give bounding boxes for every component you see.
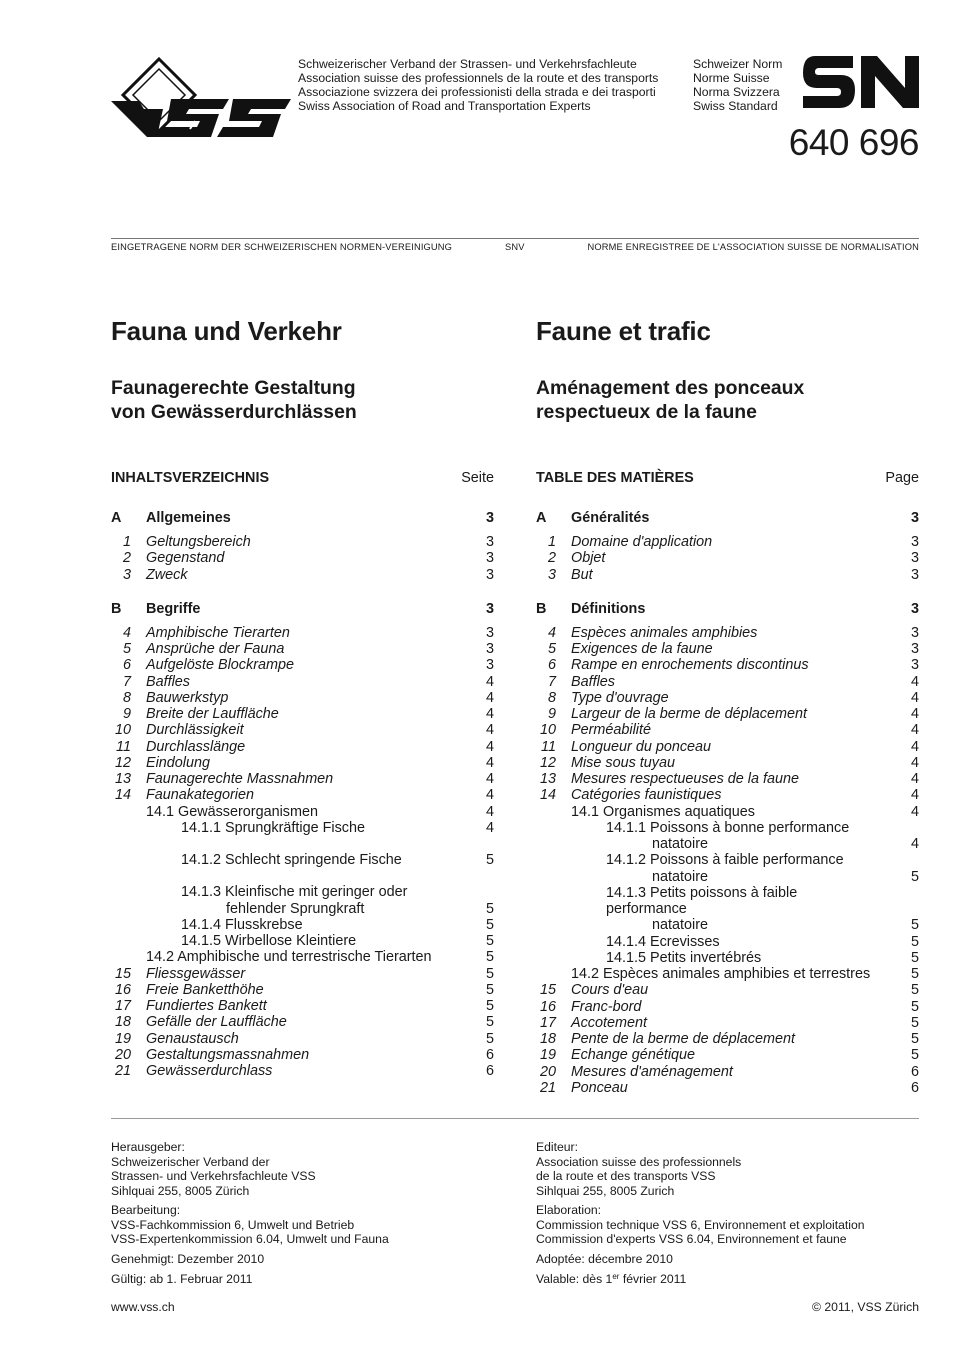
toc-subitem[interactable] (111, 949, 494, 965)
toc-page: 5 (910, 1047, 919, 1064)
toc-number: 13 (539, 771, 556, 787)
toc-item[interactable] (536, 999, 919, 1015)
toc-item[interactable] (111, 657, 494, 673)
toc-text: Gegenstand (146, 550, 225, 567)
toc-page: 4 (910, 706, 919, 722)
toc-subitem[interactable] (111, 917, 494, 933)
toc-item[interactable] (111, 998, 494, 1014)
toc-number: 9 (122, 706, 131, 722)
toc-item[interactable] (536, 657, 919, 673)
toc-text: Gefälle der Lauffläche (146, 1014, 287, 1031)
toc-text: Exigences de la faune (571, 641, 713, 657)
toc-page: 5 (485, 933, 494, 949)
toc-page: 4 (485, 819, 494, 836)
toc-text: Durchlässigkeit (146, 722, 244, 739)
toc-text: Objet (571, 550, 606, 567)
website-link[interactable]: www.vss.ch (111, 1300, 175, 1314)
subtitle-fr-line-1: Aménagement des ponceaux (536, 377, 805, 399)
toc-page: 3 (910, 550, 919, 567)
editing-de (111, 1203, 501, 1247)
valid-sup-fr: er (612, 1271, 620, 1281)
toc-section-b[interactable] (111, 601, 494, 618)
toc-text-line-1: 14.1.2 Poissons à faible performance (606, 852, 844, 869)
toc-number: 16 (539, 998, 556, 1015)
toc-item[interactable] (111, 567, 494, 583)
toc-page-label-fr: Page (885, 470, 919, 486)
toc-page: 3 (485, 510, 494, 526)
valid-suffix-fr: février 2011 (619, 1271, 687, 1286)
toc-subitem[interactable] (111, 884, 494, 917)
approved-fr: Adoptée: décembre 2010 (536, 1251, 673, 1266)
toc-text: Accotement (571, 1014, 647, 1031)
toc-text (536, 885, 919, 934)
toc-page: 3 (910, 534, 919, 550)
toc-text: Franc-bord (571, 998, 642, 1015)
publisher-de (111, 1140, 501, 1199)
toc-text: Espèces animales amphibies (571, 624, 758, 641)
toc-number: 3 (122, 566, 131, 583)
toc-item[interactable] (536, 787, 919, 803)
subtitle-de (111, 376, 494, 424)
toc-page: 4 (910, 722, 919, 739)
toc-text: Zweck (146, 566, 188, 583)
toc-number: 21 (539, 1079, 556, 1096)
toc-text: Définitions (571, 600, 646, 617)
toc-text: Mise sous tuyau (571, 754, 675, 771)
toc-item[interactable] (536, 706, 919, 722)
toc-page: 4 (910, 738, 919, 755)
valid-fr (536, 1272, 926, 1287)
toc-page: 4 (485, 738, 494, 755)
toc-text: 14.1.2 Schlecht springende Fische (181, 852, 402, 868)
toc-subitem[interactable] (536, 950, 919, 966)
toc-page: 4 (910, 803, 919, 820)
toc-item[interactable] (536, 641, 919, 657)
toc-item[interactable] (536, 674, 919, 690)
toc-text: 14.2 Amphibische und terrestrische Tierarten (146, 949, 432, 966)
toc-page: 3 (910, 510, 919, 526)
norm-type-en: Swiss Standard (693, 99, 778, 113)
toc-number: 13 (114, 771, 131, 787)
subtitle-fr-line-2: respectueux de la faune (536, 401, 757, 423)
toc-item[interactable] (536, 739, 919, 755)
vss-logo (111, 57, 291, 141)
toc-text: Longueur du ponceau (571, 738, 712, 755)
toc-number: 3 (547, 566, 556, 583)
toc-text-line-2: natatoire (652, 917, 709, 934)
toc-page: 6 (485, 1063, 494, 1079)
toc-text: Eindolung (146, 754, 211, 771)
toc-subitem[interactable] (111, 820, 494, 836)
toc-page: 3 (485, 641, 494, 657)
toc-item[interactable] (536, 534, 919, 550)
toc-page: 3 (485, 600, 494, 617)
toc-page: 4 (910, 787, 919, 804)
toc-number: 5 (547, 641, 556, 657)
toc-item[interactable] (536, 1064, 919, 1080)
toc-text: 14.1.1 Sprungkräftige Fische (181, 819, 365, 836)
toc-page: 5 (910, 1014, 919, 1031)
toc-text: 14.1 Organismes aquatiques (571, 803, 755, 820)
registration-fr: NORME ENREGISTREE DE L'ASSOCIATION SUISSE DE NORMALISATION (587, 242, 919, 252)
registration-de: EINGETRAGENE NORM DER SCHWEIZERISCHEN NORMEN-VEREINIGUNG (111, 242, 453, 252)
toc-subitem[interactable] (536, 804, 919, 820)
toc-page: 3 (910, 600, 919, 617)
toc-text: 14.1.4 Ecrevisses (606, 933, 720, 950)
toc-text: Ansprüche der Fauna (146, 641, 285, 657)
toc-number: 17 (539, 1014, 556, 1031)
toc-item[interactable] (536, 755, 919, 771)
toc-subitem[interactable] (111, 933, 494, 949)
toc-item[interactable] (111, 739, 494, 755)
toc-number: 21 (114, 1063, 131, 1079)
toc-text: Echange génétique (571, 1047, 696, 1064)
toc-number: 20 (539, 1063, 556, 1080)
toc-heading-de (111, 470, 494, 490)
toc-page: 4 (485, 771, 494, 787)
toc-text: Durchlasslänge (146, 738, 246, 755)
toc-item[interactable] (111, 787, 494, 803)
german-column (111, 314, 494, 1079)
toc-text: Domaine d'application (571, 534, 713, 550)
toc-number: B (536, 600, 547, 617)
toc-item[interactable] (536, 1047, 919, 1063)
toc-number: 7 (547, 673, 556, 690)
toc-number: 19 (114, 1030, 131, 1047)
toc-page: 4 (485, 706, 494, 722)
toc-page-label-de: Seite (461, 470, 494, 486)
toc-number: 10 (539, 722, 556, 739)
toc-text: Bauwerkstyp (146, 689, 229, 706)
toc-page: 6 (910, 1063, 919, 1080)
toc-text: Gestaltungsmassnahmen (146, 1046, 310, 1063)
toc-item[interactable] (536, 567, 919, 583)
norm-type-it: Norma Svizzera (693, 85, 780, 99)
toc-number: 5 (122, 641, 131, 657)
toc-text: Largeur de la berme de déplacement (571, 706, 807, 722)
toc-de (111, 510, 494, 1079)
toc-item[interactable] (536, 1015, 919, 1031)
toc-page: 5 (910, 949, 919, 966)
toc-section-a[interactable] (536, 510, 919, 527)
toc-item[interactable] (111, 1031, 494, 1047)
toc-text: Breite der Lauffläche (146, 706, 279, 722)
toc-page: 5 (485, 1014, 494, 1031)
toc-text: 14.1.4 Flusskrebse (181, 916, 303, 933)
toc-number: 8 (547, 689, 556, 706)
toc-subitem[interactable] (111, 804, 494, 820)
toc-item[interactable] (111, 755, 494, 771)
toc-item[interactable] (111, 534, 494, 550)
toc-number: 17 (114, 998, 131, 1014)
toc-item[interactable] (111, 982, 494, 998)
association-line-de: Schweizerischer Verband der Strassen- und Verkehrsfachleute (298, 57, 637, 71)
toc-title-de: INHALTSVERZEICHNIS (111, 470, 270, 486)
toc-fr (536, 510, 919, 1096)
copyright: © 2011, VSS Zürich (812, 1300, 919, 1314)
toc-page: 5 (910, 998, 919, 1015)
toc-text: Aufgelöste Blockrampe (146, 657, 294, 674)
toc-item[interactable] (536, 690, 919, 706)
toc-text: Mesures respectueuses de la faune (571, 771, 799, 787)
toc-text: 14.2 Espèces animales amphibies et terrestres (571, 966, 871, 982)
toc-number: 15 (539, 982, 556, 999)
toc-text-line-2: natatoire (652, 836, 709, 852)
toc-page: 5 (910, 1031, 919, 1047)
toc-number: 9 (547, 706, 556, 722)
toc-text: Ponceau (571, 1079, 628, 1096)
association-line-it: Associazione svizzera dei professionisti della strada e dei trasporti (298, 85, 656, 99)
toc-item[interactable] (536, 982, 919, 998)
toc-page: 4 (910, 673, 919, 690)
toc-text: 14.1.5 Wirbellose Kleintiere (181, 933, 357, 949)
toc-number: 18 (539, 1031, 556, 1047)
publisher-label-de: Herausgeber: (111, 1140, 185, 1154)
toc-page: 5 (485, 981, 494, 998)
editing-fr (536, 1203, 926, 1247)
toc-text: Faunagerechte Massnahmen (146, 771, 334, 787)
toc-page: 5 (910, 966, 919, 982)
toc-text-line-1: 14.1.1 Poissons à bonne performance (606, 819, 850, 836)
toc-page: 5 (485, 949, 494, 966)
toc-text: But (571, 566, 593, 583)
toc-text: 14.1 Gewässerorganismen (146, 803, 318, 820)
toc-page: 5 (485, 998, 494, 1014)
footer-fr (536, 1140, 926, 1291)
toc-text-line-2: natatoire (652, 868, 709, 885)
toc-text: Baffles (146, 673, 190, 690)
publisher-line-2-de: Strassen- und Verkehrsfachleute VSS (111, 1169, 316, 1184)
toc-page: 4 (485, 754, 494, 771)
toc-subitem[interactable] (536, 885, 919, 934)
subtitle-fr (536, 376, 919, 424)
association-line-en: Swiss Association of Road and Transportation Experts (298, 99, 591, 113)
toc-text: Cours d'eau (571, 982, 649, 999)
publisher-label-fr: Editeur: (536, 1140, 579, 1154)
publisher-line-1-de: Schweizerischer Verband der (111, 1154, 270, 1169)
toc-page: 4 (485, 787, 494, 804)
toc-text: Type d'ouvrage (571, 689, 669, 706)
valid-prefix-fr: Valable: dès 1 (536, 1271, 613, 1286)
subtitle-de-line-1: Faunagerechte Gestaltung (111, 377, 356, 399)
toc-number: 16 (114, 981, 131, 998)
toc-text: Fliessgewässer (146, 965, 246, 982)
toc-number: 19 (539, 1047, 556, 1064)
valid-de: Gültig: ab 1. Februar 2011 (111, 1271, 253, 1286)
norm-type-de: Schweizer Norm (693, 57, 783, 71)
publisher-fr (536, 1140, 926, 1199)
toc-text-line-2: fehlender Sprungkraft (226, 900, 365, 917)
toc-page: 5 (485, 852, 494, 868)
toc-page: 3 (485, 566, 494, 583)
toc-number: 1 (547, 534, 556, 550)
sn-logo (803, 56, 919, 108)
toc-section-b[interactable] (536, 601, 919, 618)
toc-number: 4 (547, 624, 556, 641)
toc-page: 3 (485, 534, 494, 550)
toc-item[interactable] (536, 771, 919, 787)
toc-item[interactable] (111, 1047, 494, 1063)
toc-page: 4 (485, 689, 494, 706)
toc-item[interactable] (111, 706, 494, 722)
toc-number: 1 (122, 534, 131, 550)
toc-number: 12 (114, 754, 131, 771)
toc-subitem[interactable] (111, 852, 494, 868)
toc-text: Begriffe (146, 600, 201, 617)
toc-item[interactable] (111, 641, 494, 657)
toc-text (536, 852, 919, 885)
association-line-fr: Association suisse des professionnels de la route et des transports (298, 71, 659, 85)
toc-number: 2 (122, 550, 131, 567)
toc-text: Généralités (571, 510, 650, 526)
toc-number: 12 (539, 754, 556, 771)
editing-label-fr: Elaboration: (536, 1202, 602, 1217)
toc-text: 14.1.5 Petits invertébrés (606, 949, 762, 966)
toc-number: 14 (539, 787, 556, 804)
editing-line-2-fr: Commission d'experts VSS 6.04, Environnement et faune (536, 1232, 847, 1247)
toc-page: 3 (910, 641, 919, 657)
toc-page: 3 (485, 550, 494, 567)
toc-number: 6 (547, 657, 556, 674)
toc-text-line-1: 14.1.3 Kleinfische mit geringer oder (181, 884, 408, 901)
toc-heading-fr (536, 470, 919, 490)
toc-item[interactable] (111, 625, 494, 641)
toc-text: Geltungsbereich (146, 534, 251, 550)
toc-number: 20 (114, 1046, 131, 1063)
title-fr: Faune et trafic (536, 316, 711, 346)
toc-subitem[interactable] (536, 966, 919, 982)
toc-number: A (111, 510, 122, 526)
footer-divider (111, 1118, 919, 1119)
toc-number: 7 (122, 673, 131, 690)
toc-item[interactable] (111, 674, 494, 690)
toc-page: 4 (910, 771, 919, 787)
toc-page: 5 (485, 900, 494, 917)
norm-type-fr: Norme Suisse (693, 71, 770, 85)
editing-label-de: Bearbeitung: (111, 1202, 181, 1217)
toc-item[interactable] (111, 1063, 494, 1079)
toc-text (536, 820, 919, 853)
french-column (536, 314, 919, 1096)
toc-text: Rampe en enrochements discontinus (571, 657, 809, 674)
toc-number: 15 (114, 965, 131, 982)
toc-page: 5 (485, 965, 494, 982)
approved-de: Genehmigt: Dezember 2010 (111, 1251, 265, 1266)
editing-line-1-de: VSS-Fachkommission 6, Umwelt und Betrieb (111, 1217, 355, 1232)
toc-number: 2 (547, 550, 556, 567)
toc-text: Genaustausch (146, 1030, 239, 1047)
registration-snv: SNV (505, 242, 525, 252)
toc-text-line-1: 14.1.3 Petits poissons à faible performance (606, 884, 798, 917)
toc-page: 3 (910, 566, 919, 583)
toc-item[interactable] (111, 966, 494, 982)
toc-title-fr: TABLE DES MATIÈRES (536, 470, 694, 486)
toc-text: Catégories faunistiques (571, 787, 722, 804)
toc-item[interactable] (111, 771, 494, 787)
toc-section-a[interactable] (111, 510, 494, 527)
toc-page: 4 (485, 673, 494, 690)
toc-subitem[interactable] (536, 934, 919, 950)
toc-item[interactable] (111, 722, 494, 738)
toc-item[interactable] (536, 722, 919, 738)
toc-item[interactable] (111, 550, 494, 566)
toc-page: 5 (910, 933, 919, 950)
toc-text: Fundiertes Bankett (146, 998, 267, 1014)
toc-text: Pente de la berme de déplacement (571, 1031, 796, 1047)
toc-page: 6 (485, 1046, 494, 1063)
title-de: Fauna und Verkehr (111, 316, 342, 346)
footer-de (111, 1140, 501, 1291)
editing-line-1-fr: Commission technique VSS 6, Environnement et exploitation (536, 1217, 865, 1232)
toc-page: 3 (485, 624, 494, 641)
toc-page: 3 (910, 624, 919, 641)
toc-subitem[interactable] (536, 820, 919, 853)
toc-text: Perméabilité (571, 722, 651, 739)
toc-page: 4 (910, 754, 919, 771)
toc-page: 4 (910, 689, 919, 706)
toc-number: 10 (114, 722, 131, 739)
toc-subitem[interactable] (536, 852, 919, 885)
toc-page: 5 (485, 916, 494, 933)
toc-page: 5 (485, 1030, 494, 1047)
editing-line-2-de: VSS-Expertenkommission 6.04, Umwelt und Fauna (111, 1232, 389, 1247)
toc-number: 6 (122, 657, 131, 674)
toc-text: Faunakategorien (146, 787, 255, 804)
toc-page: 6 (910, 1079, 919, 1096)
toc-item[interactable] (536, 1031, 919, 1047)
toc-item[interactable] (536, 550, 919, 566)
toc-page: 5 (910, 917, 919, 934)
toc-item[interactable] (536, 1080, 919, 1096)
toc-page: 4 (485, 803, 494, 820)
toc-text: Baffles (571, 673, 615, 690)
association-names (298, 57, 658, 113)
toc-text: Amphibische Tierarten (146, 624, 290, 641)
toc-page: 5 (910, 868, 919, 885)
toc-number: B (111, 600, 122, 617)
publisher-line-3-de: Sihlquai 255, 8005 Zürich (111, 1184, 250, 1199)
document-number: 640 696 (788, 122, 919, 163)
toc-page: 3 (910, 657, 919, 674)
toc-page: 4 (485, 722, 494, 739)
toc-text: Mesures d'aménagement (571, 1063, 733, 1080)
toc-item[interactable] (111, 1014, 494, 1030)
toc-number: 18 (114, 1014, 131, 1031)
toc-item[interactable] (536, 625, 919, 641)
toc-text: Allgemeines (146, 510, 231, 526)
subtitle-de-line-2: von Gewässerdurchlässen (111, 401, 357, 423)
toc-number: 11 (116, 738, 131, 755)
toc-number: 14 (114, 787, 131, 804)
publisher-line-3-fr: Sihlquai 255, 8005 Zurich (536, 1184, 675, 1199)
publisher-line-2-fr: de la route et des transports VSS (536, 1169, 716, 1184)
toc-item[interactable] (111, 690, 494, 706)
registration-line (111, 238, 919, 254)
publisher-line-1-fr: Association suisse des professionnels (536, 1154, 742, 1169)
toc-text: Gewässerdurchlass (146, 1063, 273, 1079)
norm-type (693, 57, 782, 113)
toc-page: 4 (910, 836, 919, 852)
toc-text (111, 884, 494, 917)
toc-page: 3 (485, 657, 494, 674)
toc-number: A (536, 510, 547, 526)
toc-number: 11 (541, 738, 556, 755)
toc-text: Freie Banketthöhe (146, 981, 264, 998)
toc-number: 4 (122, 624, 131, 641)
toc-number: 8 (122, 689, 131, 706)
toc-page: 5 (910, 982, 919, 999)
